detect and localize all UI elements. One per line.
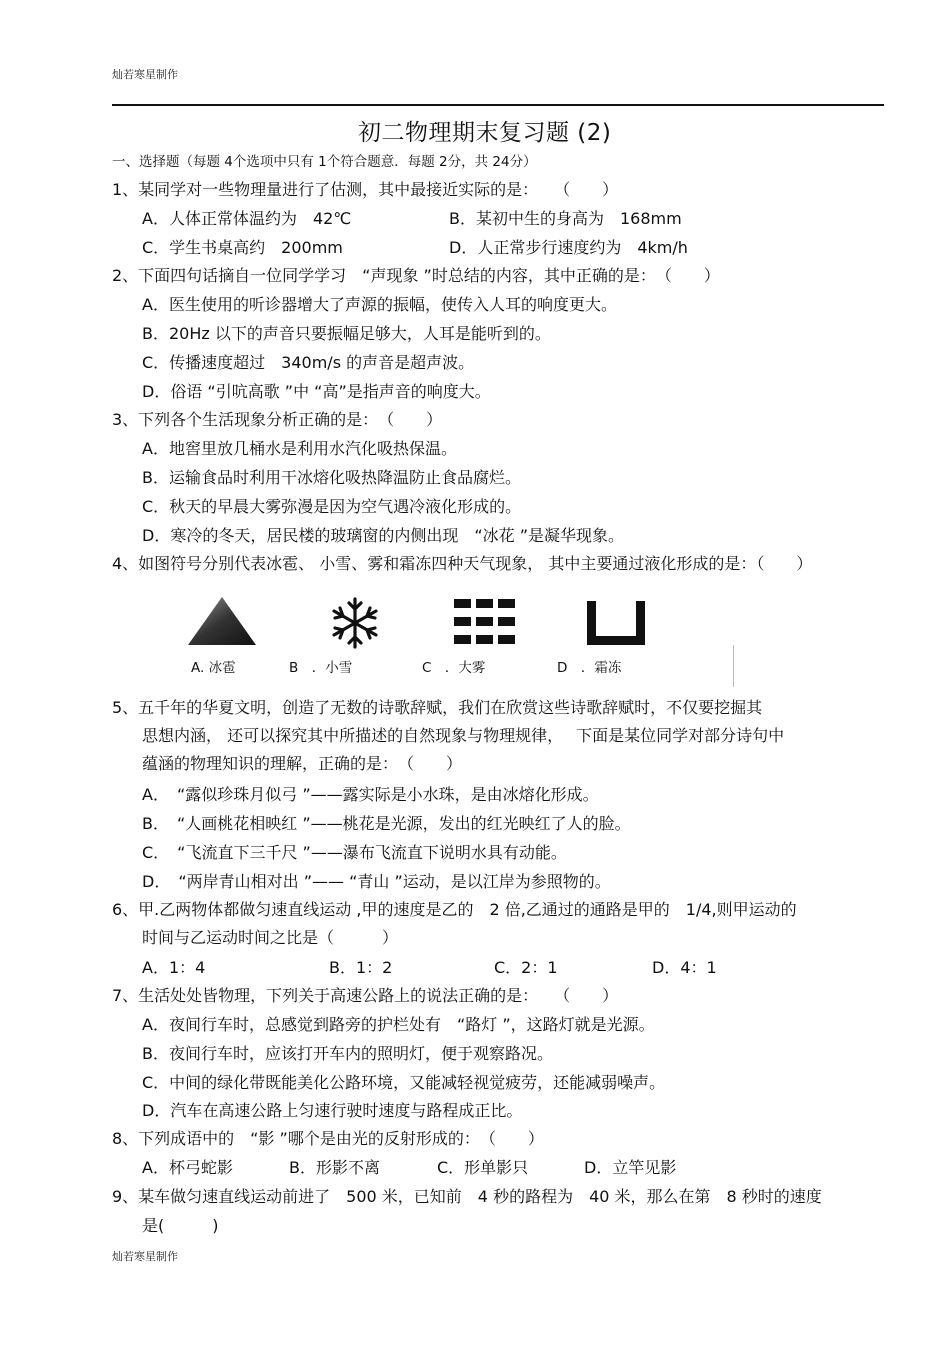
symbol-label-c: C ．大雾	[422, 660, 486, 676]
q7-stem: 7、生活处处皆物理，下列关于高速公路上的说法正确的是： （ ）	[112, 986, 619, 1005]
q7-option-a: A．夜间行车时，总感觉到路旁的护栏处有 “路灯 ”，这路灯就是光源。	[142, 1015, 655, 1034]
q5-option-c: C． “飞流直下三千尺 ”——瀑布飞流直下说明水具有动能。	[142, 843, 567, 862]
q8-option-c: C．形单影只	[437, 1158, 529, 1177]
q5-stem-line1: 5、五千年的华夏文明，创造了无数的诗歌辞赋，我们在欣赏这些诗歌辞赋时，不仅要挖掘其	[112, 698, 763, 717]
q1-stem: 1、某同学对一些物理量进行了估测，其中最接近实际的是： （ ）	[112, 180, 619, 199]
q8-option-b: B．形影不离	[289, 1158, 380, 1177]
figure-edge-divider	[733, 645, 734, 687]
q1-option-d: D．人正常步行速度约为 4km/h	[449, 238, 688, 257]
q5-option-a: A． “露似珍珠月似弓 ”——露实际是小水珠，是由冰熔化形成。	[142, 785, 599, 804]
q5-option-b: B． “人画桃花相映红 ”——桃花是光源，发出的红光映红了人的脸。	[142, 814, 631, 833]
symbol-label-d: D ．霜冻	[557, 660, 622, 676]
q2-option-a: A．医生使用的听诊器增大了声源的振幅，使传入人耳的响度更大。	[142, 295, 617, 314]
symbol-label-b: B ．小雪	[289, 660, 353, 676]
q5-stem-line3: 蕴涵的物理知识的理解，正确的是： （ ）	[142, 754, 463, 773]
q5-stem-line2: 思想内涵， 还可以探究其中所描述的自然现象与物理规律， 下面是某位同学对部分诗句中	[142, 726, 785, 745]
q3-option-c: C．秋天的早晨大雾弥漫是因为空气遇冷液化形成的。	[142, 497, 522, 516]
frost-bracket-icon	[587, 601, 645, 649]
q6-stem-line1: 6、甲.乙两物体都做匀速直线运动 ,甲的速度是乙的 2 倍,乙通过的通路是甲的 1/4,则甲运动的	[112, 900, 797, 919]
symbol-label-a: A. 冰雹	[191, 660, 236, 676]
q2-option-d: D．俗语 “引吭高歌 ”中 “高”是指声音的响度大。	[142, 382, 491, 401]
q7-option-c: C．中间的绿化带既能美化公路环境，又能减轻视觉疲劳，还能减弱噪声。	[142, 1073, 666, 1092]
q9-stem-line1: 9、某车做匀速直线运动前进了 500 米，已知前 4 秒的路程为 40 米，那么在第 8 秒时的速度	[112, 1187, 822, 1206]
q4-stem: 4、如图符号分别代表冰雹、 小雪、雾和霜冻四种天气现象， 其中主要通过液化形成的是：（ ）	[112, 554, 813, 573]
q2-stem: 2、下面四句话摘自一位同学学习 “声现象 ”时总结的内容，其中正确的是： （ ）	[112, 266, 720, 285]
q9-stem-line2: 是( )	[142, 1216, 219, 1235]
q6-option-c: C．2：1	[494, 958, 558, 977]
hail-triangle-icon	[186, 595, 258, 651]
q1-option-c: C．学生书桌高约 200mm	[142, 238, 343, 257]
header-rule	[112, 104, 884, 106]
q2-option-b: B．20Hz 以下的声音只要振幅足够大，人耳是能听到的。	[142, 324, 551, 343]
q3-option-b: B．运输食品时利用干冰熔化吸热降温防止食品腐烂。	[142, 468, 521, 487]
q3-option-a: A．地窖里放几桶水是利用水汽化吸热保温。	[142, 439, 457, 458]
q8-stem: 8、下列成语中的 “影 ”哪个是由光的反射形成的： （ ）	[112, 1129, 544, 1148]
footer-maker: 灿若寒星制作	[112, 1250, 178, 1263]
q6-option-b: B．1：2	[329, 958, 393, 977]
q6-option-a: A．1：4	[142, 958, 206, 977]
snowflake-icon	[328, 596, 382, 654]
page-title: 初二物理期末复习题 (2)	[358, 120, 612, 146]
q3-option-d: D．寒冷的冬天，居民楼的玻璃窗的内侧出现 “冰花 ”是凝华现象。	[142, 526, 624, 545]
fog-blocks-icon	[454, 599, 516, 649]
q1-option-a: A．人体正常体温约为 42℃	[142, 209, 352, 228]
q8-option-a: A．杯弓蛇影	[142, 1158, 233, 1177]
q7-option-b: B．夜间行车时，应该打开车内的照明灯，便于观察路况。	[142, 1044, 553, 1063]
q1-option-b: B．某初中生的身高为 168mm	[449, 209, 682, 228]
q8-option-d: D．立竿见影	[584, 1158, 677, 1177]
q6-option-d: D．4：1	[652, 958, 717, 977]
q3-stem: 3、下列各个生活现象分析正确的是： （ ）	[112, 410, 443, 429]
q5-option-d: D． “两岸青山相对出 ”—— “青山 ”运动，是以江岸为参照物的。	[142, 872, 611, 891]
header-maker: 灿若寒星制作	[112, 68, 178, 81]
q7-option-d: D．汽车在高速公路上匀速行驶时速度与路程成正比。	[142, 1101, 523, 1120]
section-heading: 一、选择题（每题 4个选项中只有 1个符合题意．每题 2分，共 24分）	[112, 154, 537, 170]
q2-option-c: C．传播速度超过 340m/s 的声音是超声波。	[142, 353, 475, 372]
q6-stem-line2: 时间与乙运动时间之比是（ ）	[142, 928, 399, 947]
